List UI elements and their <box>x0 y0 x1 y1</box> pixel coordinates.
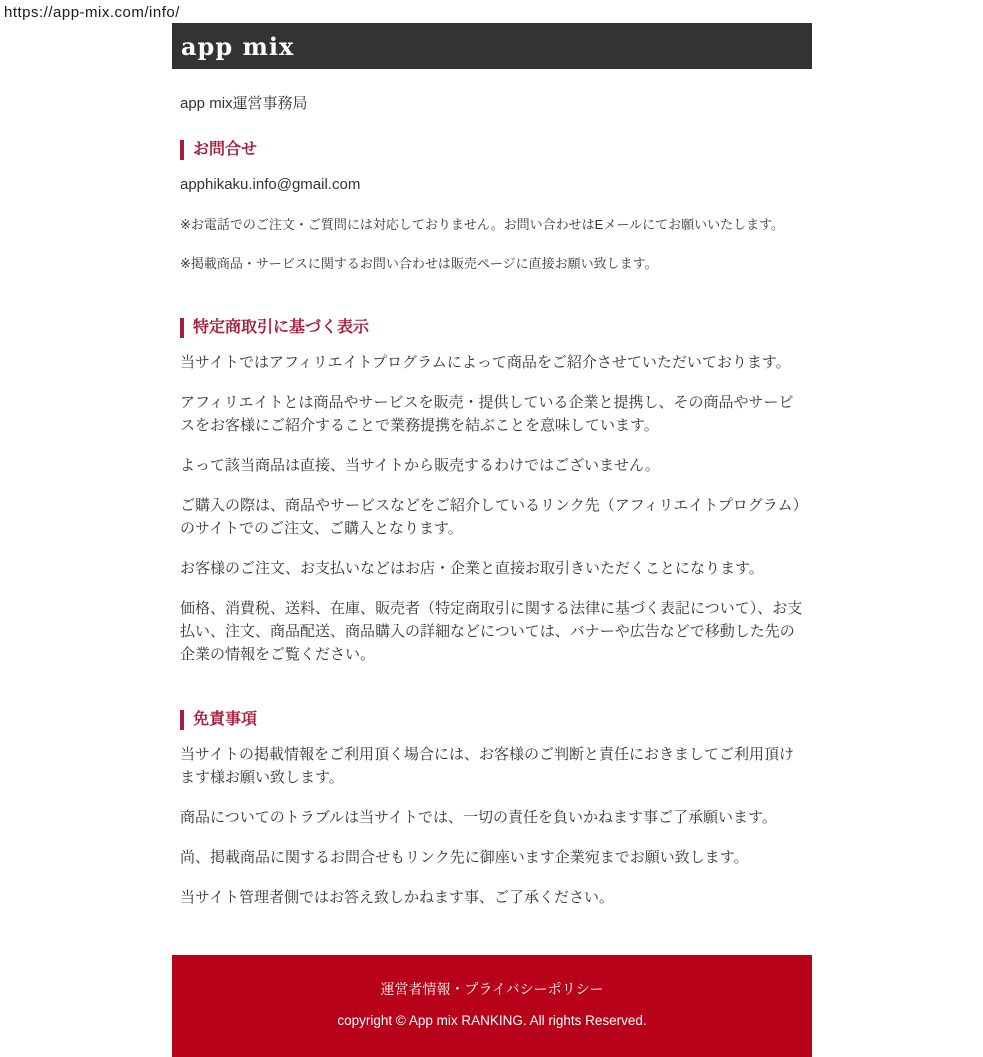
disclaimer-paragraph: 商品についてのトラブルは当サイトでは、一切の責任を負いかねます事ご了承願います。 <box>180 809 777 826</box>
contact-note-phone: ※お電話でのご注文・ご質問には対応しておりません。お問い合わせはEメールにてお願いいたします。 <box>180 217 785 232</box>
operator-intro-text: app mix運営事務局 <box>180 95 308 112</box>
contact-heading: お問合せ <box>180 140 804 160</box>
tokushoho-paragraph: よって該当商品は直接、当サイトから販売するわけではございません。 <box>180 457 660 474</box>
contact-note-products: ※掲載商品・サービスに関するお問い合わせは販売ページに直接お願い致します。 <box>180 256 658 271</box>
disclaimer-heading: 免責事項 <box>180 710 804 730</box>
contact-email: apphikaku.info@gmail.com <box>180 176 361 193</box>
footer-copyright-text: copyright © App mix RANKING. All rights Reserved. <box>337 1013 647 1028</box>
section-contact <box>180 140 804 274</box>
site-title-link[interactable]: app mix <box>181 31 295 61</box>
tokushoho-paragraph: アフィリエイトとは商品やサービスを販売・提供している企業と提携し、その商品やサービスをお客様にご紹介することで業務提携を結ぶことを意味しています。 <box>180 394 794 434</box>
tokushoho-paragraph: 当サイトではアフィリエイトプログラムによって商品をご紹介させていただいております。 <box>180 354 791 371</box>
disclaimer-paragraph: 尚、掲載商品に関するお問合せもリンク先に御座います企業宛までお願い致します。 <box>180 849 749 866</box>
main-content <box>172 92 812 909</box>
footer-privacy-policy-link[interactable]: 運営者情報・プライバシーポリシー <box>380 981 604 997</box>
page-wrapper <box>172 23 812 1057</box>
section-tokushoho <box>180 318 804 666</box>
tokushoho-heading: 特定商取引に基づく表示 <box>180 318 804 338</box>
url-caption: https://app-mix.com/info/ <box>4 4 180 21</box>
tokushoho-paragraph: 価格、消費税、送料、在庫、販売者（特定商取引に関する法律に基づく表記について）、お支払い、注文、商品配送、商品購入の詳細などについては、バナーや広告などで移動した先の企業の情報をご覧ください。 <box>180 600 803 663</box>
section-disclaimer <box>180 710 804 909</box>
site-footer <box>172 955 812 1057</box>
disclaimer-paragraph: 当サイトの掲載情報をご利用頂く場合には、お客様のご判断と責任におきましてご利用頂けます様お願い致します。 <box>180 746 794 786</box>
disclaimer-paragraph: 当サイト管理者側ではお答え致しかねます事、ご了承ください。 <box>180 889 614 906</box>
tokushoho-paragraph: ご購入の際は、商品やサービスなどをご紹介しているリンク先（アフィリエイトプログラム）のサイトでのご注文、ご購入となります。 <box>180 497 801 537</box>
tokushoho-paragraph: お客様のご注文、お支払いなどはお店・企業と直接お取引きいただくことになります。 <box>180 560 764 577</box>
site-header <box>172 23 812 69</box>
